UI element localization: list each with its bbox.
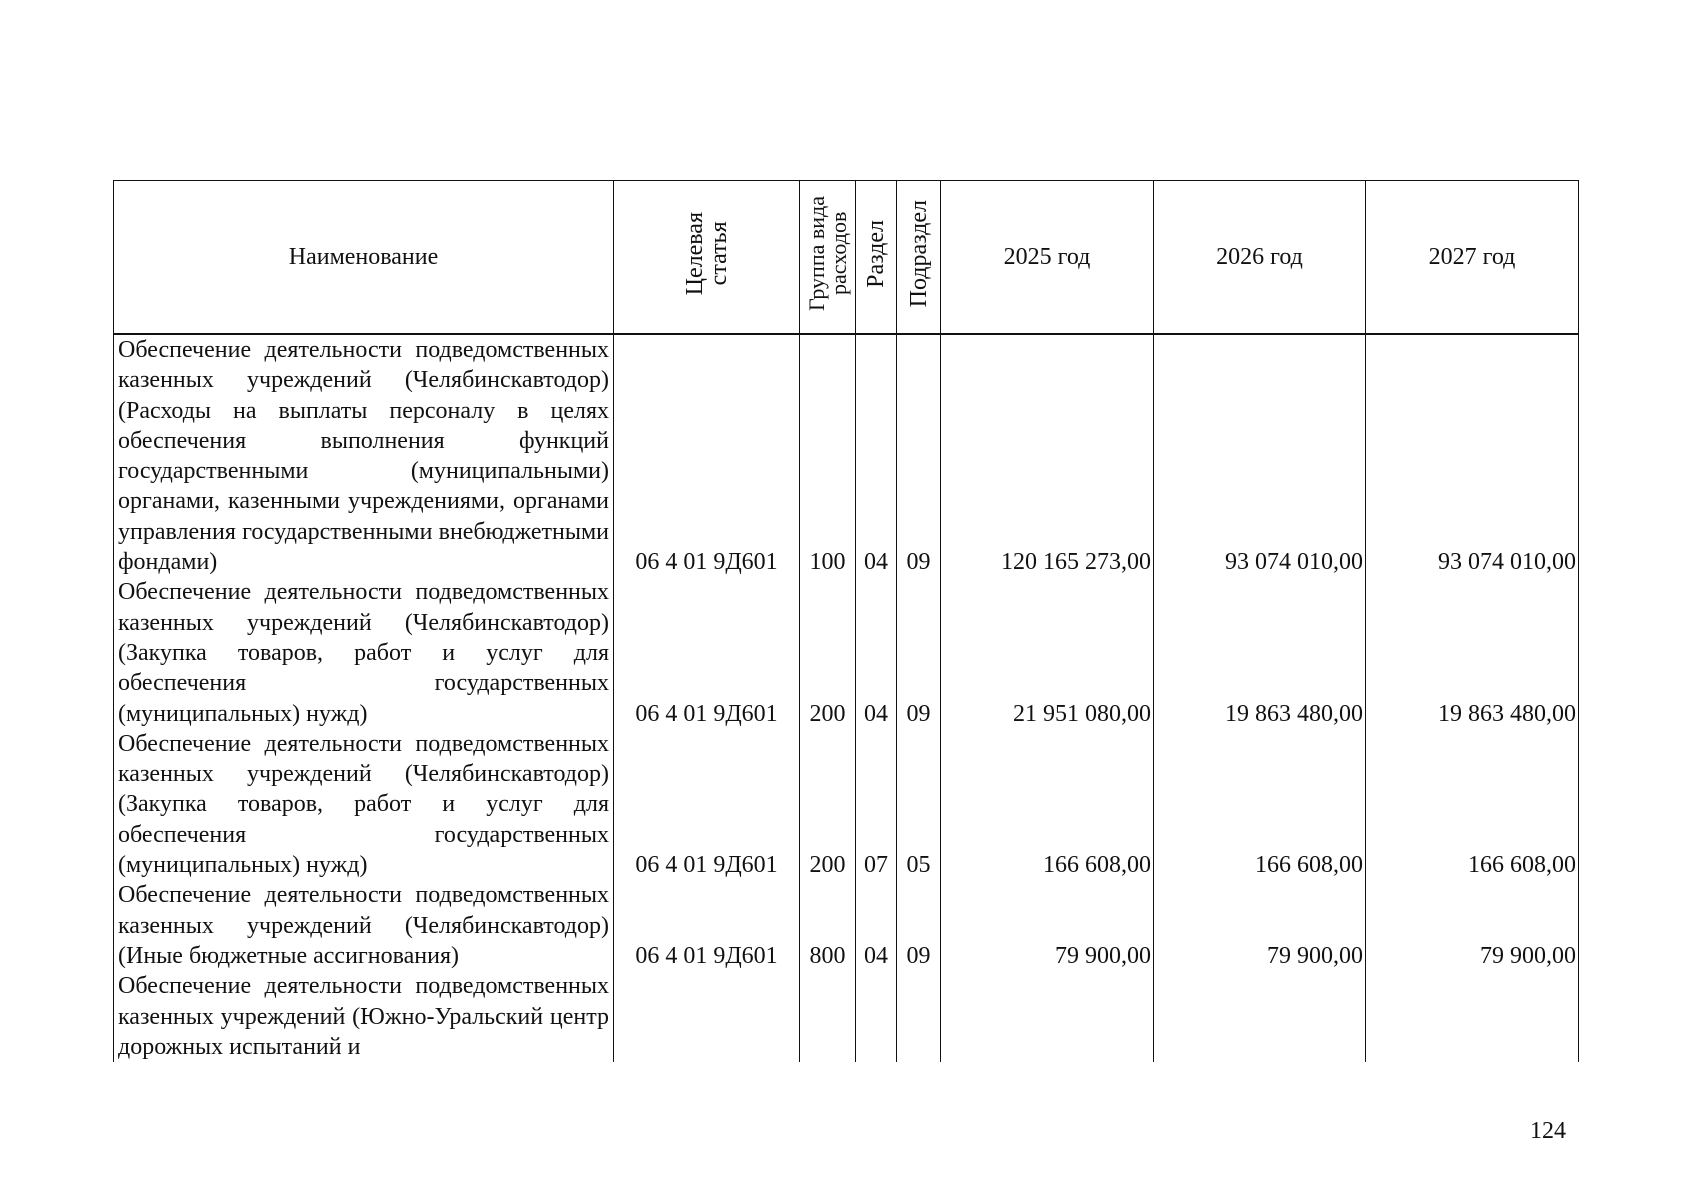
table-row (114, 729, 1579, 880)
row-amount-2025: 21 951 080,00 (941, 577, 1154, 728)
row-amount-2027: 19 863 480,00 (1366, 577, 1579, 728)
row-target-article: 06 4 01 9Д601 (614, 880, 800, 971)
header-2025: 2025 год (941, 181, 1154, 335)
row-expense-group: 200 (800, 577, 856, 728)
row-amount-2027: 166 608,00 (1366, 729, 1579, 880)
row-amount-2027: 79 900,00 (1366, 880, 1579, 971)
header-row (114, 181, 1579, 335)
row-section: 07 (856, 729, 897, 880)
row-name: Обеспечение деятельности подведомственных казенных учреждений (Южно-Уральский центр дорожных испытаний и (114, 971, 614, 1062)
row-section: 04 (856, 334, 897, 577)
row-expense-group: 100 (800, 334, 856, 577)
table-row (114, 577, 1579, 728)
row-subsection: 09 (897, 334, 941, 577)
page-number: 124 (1530, 1118, 1566, 1144)
row-amount-2025: 120 165 273,00 (941, 334, 1154, 577)
row-subsection: 09 (897, 880, 941, 971)
row-amount-2027: 93 074 010,00 (1366, 334, 1579, 577)
row-section: 04 (856, 880, 897, 971)
row-expense-group: 200 (800, 729, 856, 880)
row-target-article: 06 4 01 9Д601 (614, 334, 800, 577)
budget-table (113, 180, 1579, 1062)
row-amount-2025: 79 900,00 (941, 880, 1154, 971)
row-subsection: 05 (897, 729, 941, 880)
table-row (114, 971, 1579, 1062)
row-expense-group (800, 971, 856, 1062)
header-target-article: Целевая статья (614, 181, 800, 335)
row-target-article (614, 971, 800, 1062)
row-amount-2026: 79 900,00 (1154, 880, 1366, 971)
row-amount-2026 (1154, 971, 1366, 1062)
header-2026: 2026 год (1154, 181, 1366, 335)
header-expense-group: Группа вида расходов (800, 181, 856, 335)
row-target-article: 06 4 01 9Д601 (614, 729, 800, 880)
row-expense-group: 800 (800, 880, 856, 971)
row-amount-2027 (1366, 971, 1579, 1062)
header-name: Наименование (114, 181, 614, 335)
row-section: 04 (856, 577, 897, 728)
row-name: Обеспечение деятельности подведомственных казенных учреждений (Челябинскавтодор) (Закупка товаров, работ и услуг для обеспечения государственных (муниципальных) нужд) (114, 729, 614, 880)
table-row (114, 334, 1579, 577)
row-amount-2025 (941, 971, 1154, 1062)
row-amount-2025: 166 608,00 (941, 729, 1154, 880)
row-section (856, 971, 897, 1062)
header-subsection: Подраздел (897, 181, 941, 335)
table-row (114, 880, 1579, 971)
row-subsection (897, 971, 941, 1062)
row-amount-2026: 93 074 010,00 (1154, 334, 1366, 577)
row-name: Обеспечение деятельности подведомственных казенных учреждений (Челябинскавтодор) (Иные бюджетные ассигнования) (114, 880, 614, 971)
row-amount-2026: 166 608,00 (1154, 729, 1366, 880)
row-name: Обеспечение деятельности подведомственных казенных учреждений (Челябинскавтодор) (Закупка товаров, работ и услуг для обеспечения государственных (муниципальных) нужд) (114, 577, 614, 728)
row-amount-2026: 19 863 480,00 (1154, 577, 1366, 728)
header-section: Раздел (856, 181, 897, 335)
row-name: Обеспечение деятельности подведомственных казенных учреждений (Челябинскавтодор) (Расходы на выплаты персоналу в целях обеспечения выполнения функций государственными (муниципальными) органами, казенными учреждениями, органами управления государственными внебюджетными фондами) (114, 334, 614, 577)
header-2027: 2027 год (1366, 181, 1579, 335)
row-target-article: 06 4 01 9Д601 (614, 577, 800, 728)
row-subsection: 09 (897, 577, 941, 728)
